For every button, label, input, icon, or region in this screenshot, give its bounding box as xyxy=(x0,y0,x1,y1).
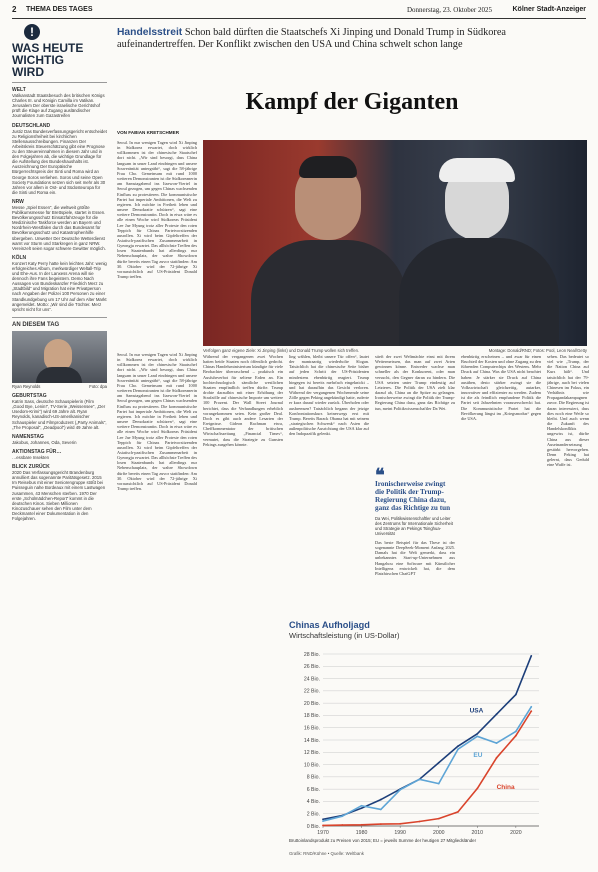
y-tick-label: 6 Bio. xyxy=(306,786,320,793)
series-point-usa xyxy=(457,745,459,747)
photo-caption: Ryan Reynolds xyxy=(12,383,41,389)
series-line-eu xyxy=(323,707,531,821)
series-point-eu xyxy=(419,778,421,780)
article-photo-credit: Montage: Donald/RND; Fotos: Pool, Leon Neal/Getty xyxy=(488,348,587,353)
series-point-china xyxy=(476,788,478,790)
sidebar-section-head: GEBURTSTAG xyxy=(12,393,47,400)
quote-mark-icon: ❝ xyxy=(375,465,385,485)
sidebar-section-head: DEUTSCHLAND xyxy=(12,122,51,129)
y-tick-label: 28 Bio. xyxy=(303,651,320,658)
series-point-eu xyxy=(476,735,478,737)
y-tick-label: 22 Bio. xyxy=(303,688,320,695)
pull-quote-box xyxy=(375,465,455,594)
series-point-china xyxy=(380,823,382,825)
sidebar-section-text: …essbare Insekten xyxy=(12,454,50,460)
sidebar-section-head: NRW xyxy=(12,198,24,205)
y-tick-label: 18 Bio. xyxy=(303,713,320,720)
sidebar-section-text: Jakobus, Johannes, Oda, Severin xyxy=(12,439,77,445)
series-point-eu xyxy=(341,815,343,817)
pull-quote-author: Da Wei, Politikwissenschaftler und Leiter des Zentrums für Internationale Sicherheit und Strategie an Pekings Tsinghua-Universität xyxy=(375,516,453,536)
sidebar-section-text: 2020 Das Verfassungsgericht Brandenburg annulliert das sogenannte Paritätsgesetz. 2015 Im Reisebus mit einer Seniorengruppe stößt bei Puisseguin nahe Bordeaux mit einem Lastwagen zusammen, 43 Menschen sterben. 1970 Der erste „Schülmädchen-Report“ kommt in die deutschen Kinos. Sieben Millionen Kinozuschauer sehen den Film unter dem Deckmantel einer Dokumentation in den Folgejahren. xyxy=(12,470,106,521)
series-point-usa xyxy=(515,694,517,696)
y-tick-label: 26 Bio. xyxy=(303,664,320,671)
page-number: 2 xyxy=(12,5,17,14)
sidebar-section-text: Justiz Das Bundesverfassungsgericht entscheidet zu Religionsfreiheit bei kirchlichen Stellenausschreibungen. Finanzen Der Arbeitskreis Steuerschätzung gibt eine Prognose zu den Steuereinnahmen in diesem Jahr und in den Folgejahren ab, die wichtige Grundlage für die Aufstellung des Bundeshaushalts ist. Auszeichnung Der Europäische Bürgerrechtspreis der Sinti und Roma wird an George Soros verliehen. Soros und seine Open Society Foundations setzen sich seit mehr als 30 Jahren vor allem in Ost- und Südosteuropa für die Sinti und Roma ein. xyxy=(12,128,107,195)
sidebar-section-head: KÖLN xyxy=(12,254,27,261)
sidebar-section-head: AKTIONSTAG FÜR… xyxy=(12,448,62,455)
page-header xyxy=(12,4,586,19)
xi-trump-photo xyxy=(203,140,587,346)
x-tick-label: 1980 xyxy=(355,830,368,836)
headline: Kampf der Giganten xyxy=(245,89,459,115)
series-point-eu xyxy=(399,789,401,791)
ryan-reynolds-photo xyxy=(12,331,107,383)
article-column: ling wählen, bleibt unsere Tür offen“, lautet der mantraartig wiederholte Slogan. Tatsächlich hat die chinesische Seite bisher auf jeden Schritt der US-Präsidenten mindestens ebenbürtig reagiert. Trump hingegen ist bereits mehrfach eingeknickt – und hat daraufhin das Gesicht verloren. Während der vergangenen Wochenende seine Zölle gegen Peking angekündigt hatte, ruderte er kurz darauf wieder zurück. Überholen oder ausbremsen? Tatsächlich begann der jetzige Konfrontationskurs keineswegs erst mit Trump. Bereits Barack Obama hat mit seinem „strategischen Schwenk“ nach Asien die außenpolitische Ausrichtung der USA klar auf den Indopazifik gelenkt. xyxy=(289,354,369,437)
newspaper-name: Kölner Stadt-Anzeiger xyxy=(512,6,586,13)
series-label-usa: USA xyxy=(469,707,484,715)
series-point-eu xyxy=(361,805,363,807)
article-deck-text: Schon bald dürften die Staatschefs Xi Jinping und Donald Trump in Südkorea aufeinandertreffen. Der Konflikt zwischen den USA und China schwelt schon lange xyxy=(117,27,507,50)
sidebar-section-head: NAMENSTAG xyxy=(12,433,44,440)
series-point-usa xyxy=(496,713,498,715)
article-column: Seoul. In nur wenigen Tagen wird Xi Jinping in Südkorea erwartet, doch wirklich willkommen ist der chinesische Staatschef dort nicht. „Wir sind besorgt, dass China langsam in unser Land eindringen und unsere Souveränität untergräbt“, sagt die 58-jährige Frau Cho. Gemeinsam mit rund 1000 weiteren Demonstranten ist die Südkoreanerin am Samstagabend ins Itaewon-Viertel in Seoul gezogen, um gegen Chinas wachsenden Einfluss zu protestieren. Die kommunistische Partei hat imperiale Ambitionen, die Welt zu regieren. Ich möchte in Freiheit leben und unsere Demokratie schützen“, sagt eine weitere Demonstrantin. Doch in etwa wäre es alle einen Woche wird Südkoreas Präsident Lee Jae Myung trotz aller Proteste den roten Teppich für Chinas Parteivorsitzenden ausrollen. Xi wird beim Gipfeltreffen der Asiatisch-pazifischen Zusammenarbeit in Gyeongju erwartet. Das allhöchste Treffen des losen Staatenbunds hat allerdings nur Nebenschauplatz, der wahre Showdown dürfte bereits einen Tag zuvor stattfinden: Am 30. Oktober wird der 72-jährige Xi voraussichtlich auf US-Präsident Donald Trump treffen. xyxy=(117,140,197,280)
pull-quote-text: Ironischerweise zwingt die Politik der Trump-Regierung China dazu, ganz das Richtige zu tun xyxy=(375,480,451,512)
series-point-china xyxy=(322,825,324,827)
sidebar-title-line: WAS HEUTE xyxy=(12,41,84,55)
article-column: Während der vergangenen zwei Wochen hatten beide Staaten noch öffentlich gedroht. Chinas Handelsministerium kündigte für viele Beobachter überraschend – praktisch ein Ausfuhrverbot für seltene Erden an. Ein hochtechnologisch sämtliche westlichen Staaten empfindlich treffen dürfte. Trump drohte daraufhin mit einer Erhöhung der Strafzölle auf chinesische Importe um weitere 100 Prozent. Der Wall Street Journal berichtet, dass die Verhandlungen erheblich vorangekommen seien. Kein großer Deal. Doch es gibt auch andere Lesarten der Ereignisse. Gideon Rachman etwa, Cheffkommentator der britischen Wirtschaftszeitung „Financial Times“, vermutet, dass die Strategie zu Gunsten Pekings ausgehen könnte. xyxy=(203,354,283,447)
series-point-usa xyxy=(361,807,363,809)
chart-source: Grafik: RND/Kühne • Quelle: Weltbank xyxy=(289,851,364,856)
chart-title: Chinas Aufholjagd xyxy=(289,620,370,630)
series-label-eu: EU xyxy=(473,752,483,760)
series-point-eu xyxy=(530,706,532,708)
article-column: Seoul. In nur wenigen Tagen wird Xi Jinping in Südkorea erwartet, doch wirklich willkommen ist der chinesische Staatschef dort nicht. „Wir sind besorgt, dass China langsam in unser Land eindringen und unsere Souveränität untergräbt“, sagt die 58-jährige Frau Cho. Gemeinsam mit rund 1000 weiteren Demonstranten ist die Südkoreanerin am Samstagabend ins Itaewon-Viertel in Seoul gezogen, um gegen Chinas wachsenden Einfluss zu protestieren. Die kommunistische Partei hat imperiale Ambitionen, die Welt zu regieren. Ich möchte in Freiheit leben und unsere Demokratie schützen“, sagt eine weitere Demonstrantin. Doch in etwa wäre es alle einen Woche wird Südkoreas Präsident Lee Jae Myung trotz aller Proteste den roten Teppich für Chinas Parteivorsitzenden ausrollen. Xi wird beim Gipfeltreffen der Asiatisch-pazifischen Zusammenarbeit in Gyeongju erwartet. Das allhöchste Treffen des losen Staatenbunds hat allerdings nur Nebenschauplatz, der wahre Showdown dürfte bereits einen Tag zuvor stattfinden: Am 30. Oktober wird der 72-jährige Xi voraussichtlich auf US-Präsident Donald Trump treffen. xyxy=(117,352,197,492)
chart-note: Bruttoinlandsprodukt zu Preisen von 2015; EU = jeweils Summe der heutigen 27 Mitgliedsländer xyxy=(289,838,477,843)
sidebar xyxy=(12,22,107,872)
issue-date: Donnerstag, 23. Oktober 2025 xyxy=(407,6,492,14)
series-point-china xyxy=(438,818,440,820)
article-deck xyxy=(117,27,579,51)
y-tick-label: 4 Bio. xyxy=(306,799,320,806)
y-tick-label: 12 Bio. xyxy=(303,750,320,757)
series-line-usa xyxy=(323,656,531,819)
article-column: sehen. Das bedeutet so viel wie „Trump, der die Nation China auf Kurs hält“. Und tatsächlich hat der 79-jährige, auch bei vielen Chinesen im Fokus, ein Verhältnis wie Propagandakampagnen zuvor. Die Regierung ist daran interessiert, dass dies noch eine Weile so bleibt. Und auch wenn die Zukunft des Handelskonflikts ungewiss ist, dürfte China aus dieser Auseinandersetzung gestärkt hervorgehen. Denn Peking hat gelernt, dass Geduld eine Waffe ist. xyxy=(547,354,589,468)
article-photo-caption: Verfolgen ganz eigene Ziele: Xi Jinping (links) und Donald Trump wollen sich treffen. xyxy=(203,348,360,353)
byline: VON FABIAN KRETSCHMER xyxy=(117,130,180,135)
sidebar-section-head: BLICK ZURÜCK xyxy=(12,464,50,471)
series-point-eu xyxy=(457,748,459,750)
series-point-usa xyxy=(476,733,478,735)
series-point-china xyxy=(457,811,459,813)
photo-credit: Foto: dpa xyxy=(89,383,107,389)
x-tick-label: 2020 xyxy=(510,830,522,836)
chart-subtitle: Wirtschaftsleistung (in US-Dollar) xyxy=(289,631,400,640)
series-point-china xyxy=(341,824,343,826)
article-column: stieft der zwei Weltmächte einst mit ihrem Weitermeissen, das man auf zwei Arten gewinnen könne. Entweder wachse man schneller als der Konkurrent, oder man versucht, den Gegner daran zu hindern. Die USA setzten unter Trump eindeutig auf Letzteres. Die Politik der USA zielt klar darauf ab, China an die Spitze zu gelangen. Ironischerweise zwingt die Politik der Trump-Regierung China dazu, ganz das Richtige zu tun, meint Politikwissenschaftler Da Wei. xyxy=(375,354,455,411)
series-point-china xyxy=(419,821,421,823)
exclamation-icon: ! xyxy=(24,24,40,40)
series-point-eu xyxy=(380,809,382,811)
series-point-usa xyxy=(380,799,382,801)
series-label-china: China xyxy=(496,784,515,792)
sidebar-title xyxy=(12,42,107,78)
series-point-china xyxy=(530,710,532,712)
sidebar-title-line: WIRD xyxy=(12,65,44,79)
chart-plot xyxy=(289,648,549,836)
x-tick-label: 2010 xyxy=(471,830,484,836)
on-this-day-head: AN DIESEM TAG xyxy=(12,321,60,328)
series-point-china xyxy=(361,824,363,826)
sidebar-section-head: WELT xyxy=(12,87,26,93)
article-column: ebenbürtig erscheinen – und zwar für einen Bruchteil der Kosten und ohne Zugang zu den führenden Computerchips des Westens. Mehr Druck auf China. Was die USA nicht beachtet haben: Je stärker sie Druck auf China ausüben, desto stärker zwingt sie die Volkswirtschaft gleichzeitig, autarker, innovativer und effizienter zu werden. Zudem ist die als feindlich empfundene Politik die Partei seit Jahrzehnten vorauserschreckt hat. Die Kommunistische Partei hat die Bevölkerung längst im „Kriegsmodus“ gegen die USA. xyxy=(461,354,541,421)
series-point-eu xyxy=(496,742,498,744)
series-point-china xyxy=(399,823,401,825)
sidebar-section-text: Katrin Sass, deutsche Schauspielerin (Film „Good Bye, Lenin!“, TV-Serie „Weissensee“, „Der Usedom-Krimi“) wird 69 Jahre alt. Ryan Reynolds, kanadisch-US-amerikanischer Schauspieler und Filmproduzent („Party Animals“, „The Proposal“, „Deadpool“) wird 49 Jahre alt. xyxy=(12,399,107,430)
sidebar-section-text: Konzert Katy Perry hatte kein leichtes Jahr: wenig erfolgreiches Album, merkwürdiger Weltall-Trip und Ehe-Aus. In der Lanxess Arena will sie dennoch ihre Fans begeistern. Demo Nach Aussagen von Bundeskanzler Friedrich Merz zu „Stadtbild“ und Migration hat eine Privatperson nach Angaben der Polizei 100 Personen zu einer Standkundgebung um 17 Uhr auf dem Alter Markt angemeldet. Motto: „Wir sind die Töchter. Merz spricht nicht für uns“. xyxy=(12,260,107,312)
y-tick-label: 24 Bio. xyxy=(303,676,320,683)
y-tick-label: 20 Bio. xyxy=(303,700,320,707)
y-tick-label: 16 Bio. xyxy=(303,725,320,732)
series-point-usa xyxy=(322,818,324,820)
x-tick-label: 2000 xyxy=(432,830,445,836)
series-point-china xyxy=(515,735,517,737)
sidebar-section-text: Messe „Spiel Essen“, die weltweit größte Publikumsmesse für Brettspiele, startet in Essen. Bevölkerungsschutz Einsatzfahrzeuge für die Medizinische Taskforce werden an Bayern und Nordrhein-Westfalen durch das Bundesamt für Bevölkerungsschutz und Katastrophenhilfe übergeben. Unwetter Der Deutsche Wetterdienst warnt vor Sturm und Starkregen in ganz NRW. Vereinzelt seien sogar schwere Gewitter möglich. xyxy=(12,204,106,251)
sidebar-title-line: WICHTIG xyxy=(12,53,64,67)
x-tick-label: 1970 xyxy=(317,830,329,836)
y-tick-label: 14 Bio. xyxy=(303,737,320,744)
section-label: THEMA DES TAGES xyxy=(26,6,93,13)
gdp-chart xyxy=(289,620,549,868)
y-tick-label: 8 Bio. xyxy=(306,774,320,781)
series-point-china xyxy=(496,757,498,759)
pull-quote-body: Das beste Beispiel für das These ist der sogenannte DeepSeek-Moment Anfang 2025. Damals hat die Welt gemerkt, dass ein unbekanntes Start-up-Unternehmen aus Hangzhou eine Software mit Künstlicher Intelligenz entwickelt hat, die dem Platzhirschen ChatGPT xyxy=(375,540,455,576)
series-point-usa xyxy=(438,762,440,764)
y-tick-label: 10 Bio. xyxy=(303,762,320,769)
series-point-eu xyxy=(515,731,517,733)
series-point-eu xyxy=(438,783,440,785)
article-kicker: Handelsstreit xyxy=(117,27,183,38)
series-line-china xyxy=(323,711,531,825)
y-tick-label: 2 Bio. xyxy=(306,811,320,818)
photo-caption-row xyxy=(203,348,587,353)
x-tick-label: 1990 xyxy=(394,830,406,836)
sidebar-section-text: Vatikanstadt Staatsbesuch des britischen Königs Charles III. und Königin Camilla im Vatikan. Jerusalem Der oberste israelische Gerichtshof prüft die Klage auf Zugang ausländischer Journalisten zum Gazastreifen xyxy=(12,93,105,119)
y-tick-label: 0 Bio. xyxy=(306,823,320,830)
series-point-eu xyxy=(322,820,324,822)
series-point-usa xyxy=(530,655,532,657)
